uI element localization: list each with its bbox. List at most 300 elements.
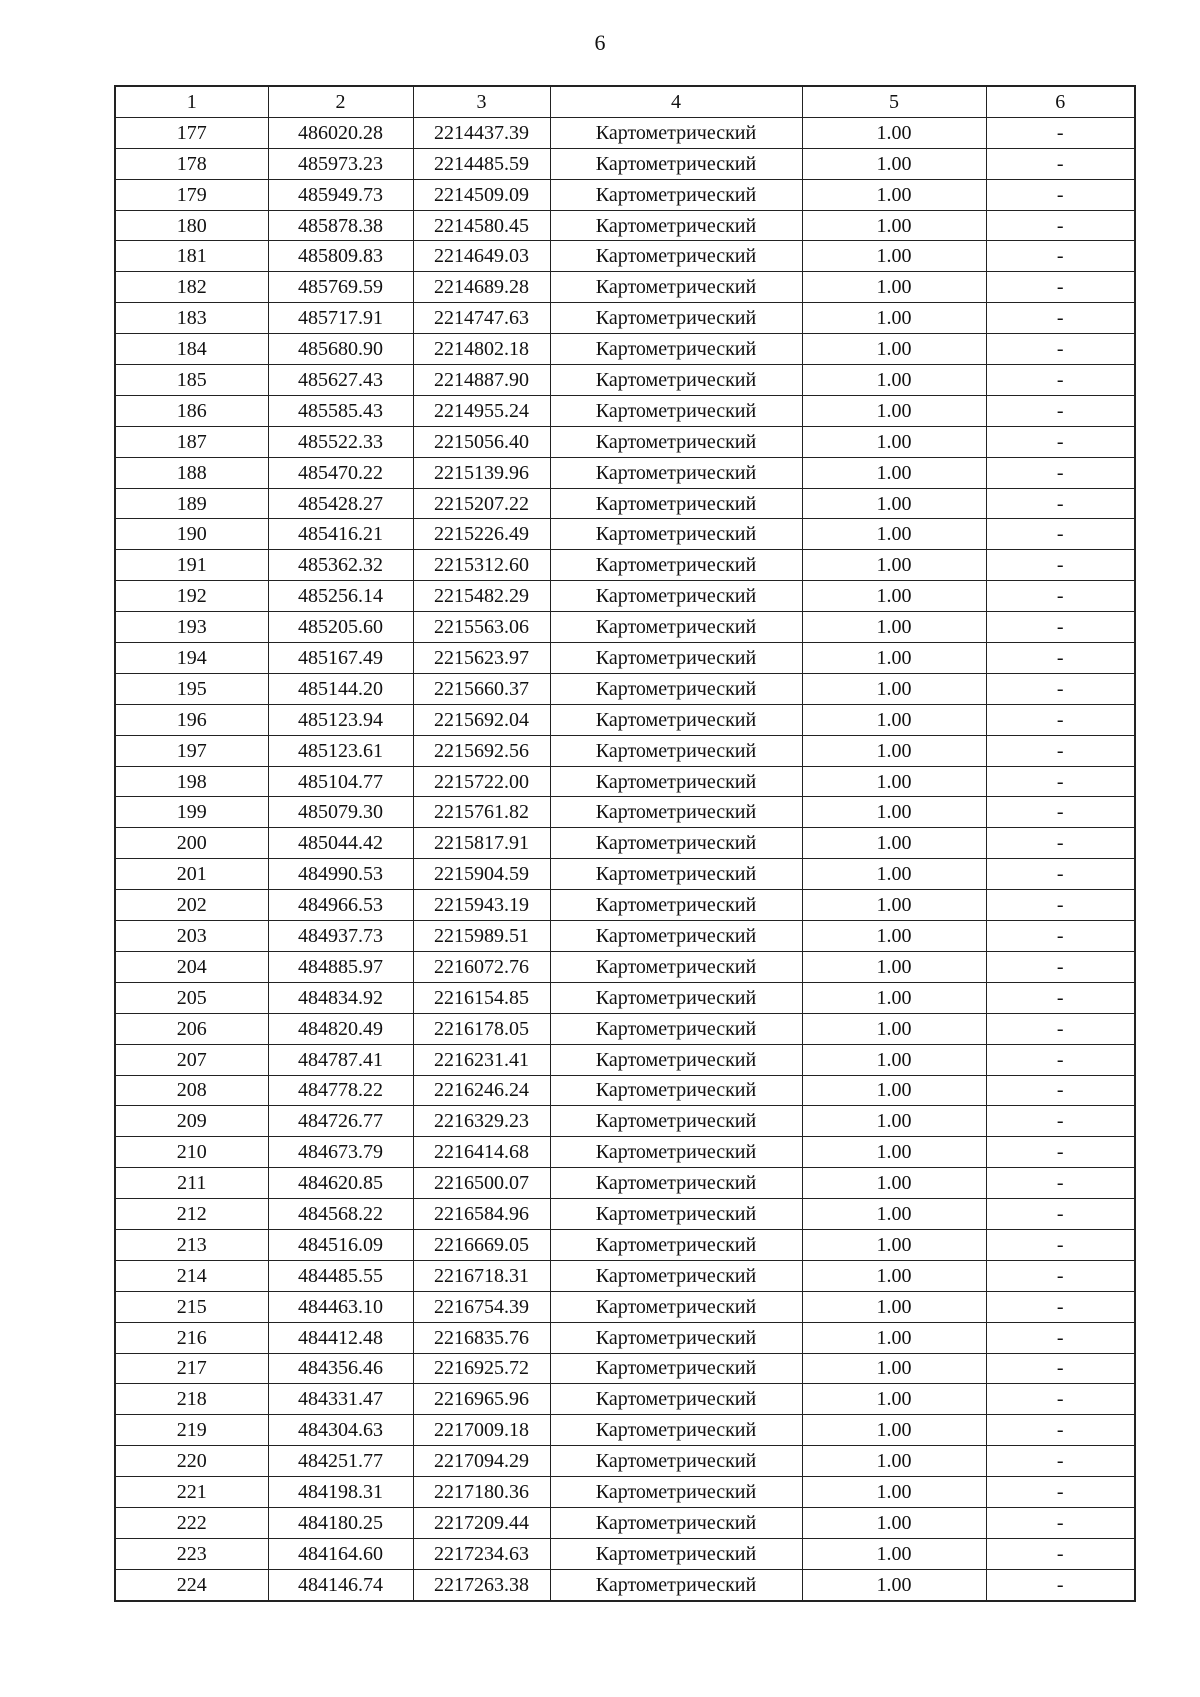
x-coordinate-cell: 484990.53 xyxy=(268,859,413,890)
x-coordinate-cell: 486020.28 xyxy=(268,117,413,148)
note-cell: - xyxy=(986,704,1135,735)
method-cell: Картометрический xyxy=(550,1106,802,1137)
y-coordinate-cell: 2215692.04 xyxy=(413,704,550,735)
method-cell: Картометрический xyxy=(550,1353,802,1384)
table-row xyxy=(115,179,1135,210)
point-number-cell: 220 xyxy=(115,1446,268,1477)
table-row xyxy=(115,1353,1135,1384)
accuracy-cell: 1.00 xyxy=(802,426,986,457)
y-coordinate-cell: 2215989.51 xyxy=(413,921,550,952)
note-cell: - xyxy=(986,1044,1135,1075)
point-number-cell: 210 xyxy=(115,1137,268,1168)
x-coordinate-cell: 485809.83 xyxy=(268,241,413,272)
x-coordinate-cell: 485416.21 xyxy=(268,519,413,550)
table-row xyxy=(115,1384,1135,1415)
note-cell: - xyxy=(986,921,1135,952)
table-row xyxy=(115,1229,1135,1260)
y-coordinate-cell: 2215312.60 xyxy=(413,550,550,581)
y-coordinate-cell: 2215482.29 xyxy=(413,581,550,612)
method-cell: Картометрический xyxy=(550,1415,802,1446)
note-cell: - xyxy=(986,457,1135,488)
note-cell: - xyxy=(986,1013,1135,1044)
y-coordinate-cell: 2215623.97 xyxy=(413,643,550,674)
y-coordinate-cell: 2215722.00 xyxy=(413,766,550,797)
table-row xyxy=(115,1322,1135,1353)
x-coordinate-cell: 485769.59 xyxy=(268,272,413,303)
y-coordinate-cell: 2215904.59 xyxy=(413,859,550,890)
x-coordinate-cell: 484937.73 xyxy=(268,921,413,952)
note-cell: - xyxy=(986,272,1135,303)
table-row xyxy=(115,1291,1135,1322)
x-coordinate-cell: 484885.97 xyxy=(268,951,413,982)
note-cell: - xyxy=(986,519,1135,550)
y-coordinate-cell: 2214802.18 xyxy=(413,334,550,365)
accuracy-cell: 1.00 xyxy=(802,1384,986,1415)
y-coordinate-cell: 2215226.49 xyxy=(413,519,550,550)
y-coordinate-cell: 2214887.90 xyxy=(413,365,550,396)
point-number-cell: 180 xyxy=(115,210,268,241)
note-cell: - xyxy=(986,1477,1135,1508)
x-coordinate-cell: 484251.77 xyxy=(268,1446,413,1477)
y-coordinate-cell: 2215692.56 xyxy=(413,735,550,766)
x-coordinate-cell: 485256.14 xyxy=(268,581,413,612)
accuracy-cell: 1.00 xyxy=(802,1044,986,1075)
y-coordinate-cell: 2216154.85 xyxy=(413,982,550,1013)
table-row xyxy=(115,704,1135,735)
note-cell: - xyxy=(986,797,1135,828)
y-coordinate-cell: 2217009.18 xyxy=(413,1415,550,1446)
point-number-cell: 195 xyxy=(115,673,268,704)
point-number-cell: 199 xyxy=(115,797,268,828)
method-cell: Картометрический xyxy=(550,1384,802,1415)
point-number-cell: 183 xyxy=(115,303,268,334)
column-header-2: 2 xyxy=(268,86,413,117)
table-row xyxy=(115,519,1135,550)
y-coordinate-cell: 2216178.05 xyxy=(413,1013,550,1044)
table-row xyxy=(115,334,1135,365)
note-cell: - xyxy=(986,1260,1135,1291)
note-cell: - xyxy=(986,179,1135,210)
method-cell: Картометрический xyxy=(550,1507,802,1538)
x-coordinate-cell: 485949.73 xyxy=(268,179,413,210)
table-row xyxy=(115,117,1135,148)
point-number-cell: 178 xyxy=(115,148,268,179)
table-row xyxy=(115,859,1135,890)
x-coordinate-cell: 485585.43 xyxy=(268,395,413,426)
y-coordinate-cell: 2216246.24 xyxy=(413,1075,550,1106)
accuracy-cell: 1.00 xyxy=(802,828,986,859)
method-cell: Картометрический xyxy=(550,1013,802,1044)
x-coordinate-cell: 485973.23 xyxy=(268,148,413,179)
point-number-cell: 200 xyxy=(115,828,268,859)
x-coordinate-cell: 485680.90 xyxy=(268,334,413,365)
column-header-4: 4 xyxy=(550,86,802,117)
method-cell: Картометрический xyxy=(550,581,802,612)
point-number-cell: 218 xyxy=(115,1384,268,1415)
note-cell: - xyxy=(986,426,1135,457)
note-cell: - xyxy=(986,951,1135,982)
y-coordinate-cell: 2216584.96 xyxy=(413,1199,550,1230)
note-cell: - xyxy=(986,210,1135,241)
accuracy-cell: 1.00 xyxy=(802,766,986,797)
point-number-cell: 201 xyxy=(115,859,268,890)
y-coordinate-cell: 2214747.63 xyxy=(413,303,550,334)
accuracy-cell: 1.00 xyxy=(802,612,986,643)
y-coordinate-cell: 2215660.37 xyxy=(413,673,550,704)
accuracy-cell: 1.00 xyxy=(802,272,986,303)
accuracy-cell: 1.00 xyxy=(802,117,986,148)
x-coordinate-cell: 484412.48 xyxy=(268,1322,413,1353)
table-row xyxy=(115,643,1135,674)
point-number-cell: 184 xyxy=(115,334,268,365)
point-number-cell: 212 xyxy=(115,1199,268,1230)
note-cell: - xyxy=(986,1137,1135,1168)
x-coordinate-cell: 484463.10 xyxy=(268,1291,413,1322)
method-cell: Картометрический xyxy=(550,117,802,148)
point-number-cell: 203 xyxy=(115,921,268,952)
y-coordinate-cell: 2216925.72 xyxy=(413,1353,550,1384)
note-cell: - xyxy=(986,1569,1135,1600)
method-cell: Картометрический xyxy=(550,643,802,674)
table-body xyxy=(115,117,1135,1600)
accuracy-cell: 1.00 xyxy=(802,673,986,704)
method-cell: Картометрический xyxy=(550,303,802,334)
note-cell: - xyxy=(986,1106,1135,1137)
accuracy-cell: 1.00 xyxy=(802,1507,986,1538)
accuracy-cell: 1.00 xyxy=(802,148,986,179)
table-row xyxy=(115,766,1135,797)
point-number-cell: 182 xyxy=(115,272,268,303)
accuracy-cell: 1.00 xyxy=(802,1075,986,1106)
x-coordinate-cell: 484620.85 xyxy=(268,1168,413,1199)
method-cell: Картометрический xyxy=(550,365,802,396)
method-cell: Картометрический xyxy=(550,1446,802,1477)
y-coordinate-cell: 2214955.24 xyxy=(413,395,550,426)
point-number-cell: 192 xyxy=(115,581,268,612)
note-cell: - xyxy=(986,1075,1135,1106)
table-row xyxy=(115,1477,1135,1508)
method-cell: Картометрический xyxy=(550,457,802,488)
accuracy-cell: 1.00 xyxy=(802,704,986,735)
x-coordinate-cell: 485627.43 xyxy=(268,365,413,396)
note-cell: - xyxy=(986,1291,1135,1322)
point-number-cell: 223 xyxy=(115,1538,268,1569)
method-cell: Картометрический xyxy=(550,395,802,426)
table-row xyxy=(115,1137,1135,1168)
y-coordinate-cell: 2216965.96 xyxy=(413,1384,550,1415)
accuracy-cell: 1.00 xyxy=(802,395,986,426)
table-row xyxy=(115,612,1135,643)
table-row xyxy=(115,1260,1135,1291)
accuracy-cell: 1.00 xyxy=(802,1229,986,1260)
note-cell: - xyxy=(986,117,1135,148)
note-cell: - xyxy=(986,1199,1135,1230)
note-cell: - xyxy=(986,766,1135,797)
accuracy-cell: 1.00 xyxy=(802,1353,986,1384)
accuracy-cell: 1.00 xyxy=(802,1322,986,1353)
accuracy-cell: 1.00 xyxy=(802,303,986,334)
note-cell: - xyxy=(986,643,1135,674)
point-number-cell: 221 xyxy=(115,1477,268,1508)
y-coordinate-cell: 2214509.09 xyxy=(413,179,550,210)
y-coordinate-cell: 2216754.39 xyxy=(413,1291,550,1322)
method-cell: Картометрический xyxy=(550,488,802,519)
table-header xyxy=(115,86,1135,117)
method-cell: Картометрический xyxy=(550,612,802,643)
x-coordinate-cell: 485717.91 xyxy=(268,303,413,334)
method-cell: Картометрический xyxy=(550,334,802,365)
accuracy-cell: 1.00 xyxy=(802,241,986,272)
x-coordinate-cell: 484834.92 xyxy=(268,982,413,1013)
table-row xyxy=(115,1106,1135,1137)
accuracy-cell: 1.00 xyxy=(802,457,986,488)
point-number-cell: 193 xyxy=(115,612,268,643)
table-row xyxy=(115,457,1135,488)
accuracy-cell: 1.00 xyxy=(802,859,986,890)
y-coordinate-cell: 2216414.68 xyxy=(413,1137,550,1168)
y-coordinate-cell: 2216718.31 xyxy=(413,1260,550,1291)
y-coordinate-cell: 2217094.29 xyxy=(413,1446,550,1477)
method-cell: Картометрический xyxy=(550,704,802,735)
note-cell: - xyxy=(986,241,1135,272)
y-coordinate-cell: 2215207.22 xyxy=(413,488,550,519)
method-cell: Картометрический xyxy=(550,179,802,210)
method-cell: Картометрический xyxy=(550,210,802,241)
x-coordinate-cell: 485123.61 xyxy=(268,735,413,766)
accuracy-cell: 1.00 xyxy=(802,643,986,674)
table-row xyxy=(115,1538,1135,1569)
method-cell: Картометрический xyxy=(550,272,802,303)
method-cell: Картометрический xyxy=(550,673,802,704)
x-coordinate-cell: 485205.60 xyxy=(268,612,413,643)
y-coordinate-cell: 2214689.28 xyxy=(413,272,550,303)
accuracy-cell: 1.00 xyxy=(802,1291,986,1322)
x-coordinate-cell: 484198.31 xyxy=(268,1477,413,1508)
accuracy-cell: 1.00 xyxy=(802,210,986,241)
note-cell: - xyxy=(986,1353,1135,1384)
table-row xyxy=(115,828,1135,859)
note-cell: - xyxy=(986,828,1135,859)
x-coordinate-cell: 484164.60 xyxy=(268,1538,413,1569)
x-coordinate-cell: 485079.30 xyxy=(268,797,413,828)
point-number-cell: 179 xyxy=(115,179,268,210)
method-cell: Картометрический xyxy=(550,1229,802,1260)
accuracy-cell: 1.00 xyxy=(802,1446,986,1477)
point-number-cell: 209 xyxy=(115,1106,268,1137)
x-coordinate-cell: 485470.22 xyxy=(268,457,413,488)
method-cell: Картометрический xyxy=(550,735,802,766)
note-cell: - xyxy=(986,365,1135,396)
accuracy-cell: 1.00 xyxy=(802,1013,986,1044)
note-cell: - xyxy=(986,1507,1135,1538)
note-cell: - xyxy=(986,612,1135,643)
accuracy-cell: 1.00 xyxy=(802,1106,986,1137)
column-header-5: 5 xyxy=(802,86,986,117)
point-number-cell: 177 xyxy=(115,117,268,148)
y-coordinate-cell: 2216231.41 xyxy=(413,1044,550,1075)
accuracy-cell: 1.00 xyxy=(802,1199,986,1230)
method-cell: Картометрический xyxy=(550,982,802,1013)
column-header-3: 3 xyxy=(413,86,550,117)
method-cell: Картометрический xyxy=(550,1291,802,1322)
note-cell: - xyxy=(986,1384,1135,1415)
point-number-cell: 196 xyxy=(115,704,268,735)
point-number-cell: 207 xyxy=(115,1044,268,1075)
point-number-cell: 194 xyxy=(115,643,268,674)
point-number-cell: 206 xyxy=(115,1013,268,1044)
point-number-cell: 222 xyxy=(115,1507,268,1538)
x-coordinate-cell: 484331.47 xyxy=(268,1384,413,1415)
method-cell: Картометрический xyxy=(550,1477,802,1508)
y-coordinate-cell: 2216500.07 xyxy=(413,1168,550,1199)
method-cell: Картометрический xyxy=(550,1137,802,1168)
y-coordinate-cell: 2216835.76 xyxy=(413,1322,550,1353)
y-coordinate-cell: 2214580.45 xyxy=(413,210,550,241)
column-header-6: 6 xyxy=(986,86,1135,117)
point-number-cell: 205 xyxy=(115,982,268,1013)
point-number-cell: 197 xyxy=(115,735,268,766)
method-cell: Картометрический xyxy=(550,766,802,797)
note-cell: - xyxy=(986,581,1135,612)
method-cell: Картометрический xyxy=(550,890,802,921)
x-coordinate-cell: 484180.25 xyxy=(268,1507,413,1538)
accuracy-cell: 1.00 xyxy=(802,581,986,612)
point-number-cell: 217 xyxy=(115,1353,268,1384)
accuracy-cell: 1.00 xyxy=(802,550,986,581)
note-cell: - xyxy=(986,1415,1135,1446)
table-row xyxy=(115,921,1135,952)
point-number-cell: 189 xyxy=(115,488,268,519)
page-number: 6 xyxy=(594,30,606,55)
note-cell: - xyxy=(986,982,1135,1013)
method-cell: Картометрический xyxy=(550,859,802,890)
x-coordinate-cell: 484778.22 xyxy=(268,1075,413,1106)
x-coordinate-cell: 484516.09 xyxy=(268,1229,413,1260)
coordinates-table xyxy=(114,85,1136,1602)
note-cell: - xyxy=(986,1446,1135,1477)
table-row xyxy=(115,1199,1135,1230)
table-row xyxy=(115,272,1135,303)
y-coordinate-cell: 2215563.06 xyxy=(413,612,550,643)
accuracy-cell: 1.00 xyxy=(802,735,986,766)
table-row xyxy=(115,365,1135,396)
accuracy-cell: 1.00 xyxy=(802,1415,986,1446)
table-row xyxy=(115,982,1135,1013)
note-cell: - xyxy=(986,1322,1135,1353)
table-row xyxy=(115,1569,1135,1600)
y-coordinate-cell: 2217263.38 xyxy=(413,1569,550,1600)
accuracy-cell: 1.00 xyxy=(802,1477,986,1508)
accuracy-cell: 1.00 xyxy=(802,921,986,952)
point-number-cell: 181 xyxy=(115,241,268,272)
point-number-cell: 191 xyxy=(115,550,268,581)
table-row xyxy=(115,488,1135,519)
y-coordinate-cell: 2215943.19 xyxy=(413,890,550,921)
y-coordinate-cell: 2217234.63 xyxy=(413,1538,550,1569)
point-number-cell: 187 xyxy=(115,426,268,457)
y-coordinate-cell: 2216669.05 xyxy=(413,1229,550,1260)
table-row xyxy=(115,1415,1135,1446)
accuracy-cell: 1.00 xyxy=(802,951,986,982)
point-number-cell: 198 xyxy=(115,766,268,797)
note-cell: - xyxy=(986,735,1135,766)
method-cell: Картометрический xyxy=(550,1199,802,1230)
accuracy-cell: 1.00 xyxy=(802,179,986,210)
table-row xyxy=(115,148,1135,179)
y-coordinate-cell: 2216072.76 xyxy=(413,951,550,982)
y-coordinate-cell: 2216329.23 xyxy=(413,1106,550,1137)
method-cell: Картометрический xyxy=(550,1538,802,1569)
y-coordinate-cell: 2215056.40 xyxy=(413,426,550,457)
point-number-cell: 186 xyxy=(115,395,268,426)
method-cell: Картометрический xyxy=(550,148,802,179)
x-coordinate-cell: 484146.74 xyxy=(268,1569,413,1600)
table-row xyxy=(115,581,1135,612)
accuracy-cell: 1.00 xyxy=(802,797,986,828)
point-number-cell: 202 xyxy=(115,890,268,921)
accuracy-cell: 1.00 xyxy=(802,890,986,921)
x-coordinate-cell: 484673.79 xyxy=(268,1137,413,1168)
point-number-cell: 185 xyxy=(115,365,268,396)
table-row xyxy=(115,951,1135,982)
y-coordinate-cell: 2215817.91 xyxy=(413,828,550,859)
method-cell: Картометрический xyxy=(550,426,802,457)
point-number-cell: 204 xyxy=(115,951,268,982)
method-cell: Картометрический xyxy=(550,797,802,828)
accuracy-cell: 1.00 xyxy=(802,519,986,550)
method-cell: Картометрический xyxy=(550,921,802,952)
x-coordinate-cell: 484485.55 xyxy=(268,1260,413,1291)
x-coordinate-cell: 485144.20 xyxy=(268,673,413,704)
table-row xyxy=(115,735,1135,766)
header-row xyxy=(115,86,1135,117)
y-coordinate-cell: 2215139.96 xyxy=(413,457,550,488)
note-cell: - xyxy=(986,148,1135,179)
table-row xyxy=(115,241,1135,272)
method-cell: Картометрический xyxy=(550,519,802,550)
note-cell: - xyxy=(986,890,1135,921)
x-coordinate-cell: 484726.77 xyxy=(268,1106,413,1137)
method-cell: Картометрический xyxy=(550,1044,802,1075)
y-coordinate-cell: 2217209.44 xyxy=(413,1507,550,1538)
table-row xyxy=(115,210,1135,241)
note-cell: - xyxy=(986,1168,1135,1199)
x-coordinate-cell: 485167.49 xyxy=(268,643,413,674)
method-cell: Картометрический xyxy=(550,241,802,272)
x-coordinate-cell: 484787.41 xyxy=(268,1044,413,1075)
method-cell: Картометрический xyxy=(550,1322,802,1353)
accuracy-cell: 1.00 xyxy=(802,982,986,1013)
x-coordinate-cell: 485362.32 xyxy=(268,550,413,581)
accuracy-cell: 1.00 xyxy=(802,334,986,365)
accuracy-cell: 1.00 xyxy=(802,1168,986,1199)
accuracy-cell: 1.00 xyxy=(802,1137,986,1168)
y-coordinate-cell: 2215761.82 xyxy=(413,797,550,828)
x-coordinate-cell: 485522.33 xyxy=(268,426,413,457)
x-coordinate-cell: 484820.49 xyxy=(268,1013,413,1044)
point-number-cell: 208 xyxy=(115,1075,268,1106)
table-row xyxy=(115,1044,1135,1075)
y-coordinate-cell: 2214437.39 xyxy=(413,117,550,148)
y-coordinate-cell: 2214485.59 xyxy=(413,148,550,179)
note-cell: - xyxy=(986,488,1135,519)
column-header-1: 1 xyxy=(115,86,268,117)
note-cell: - xyxy=(986,1538,1135,1569)
y-coordinate-cell: 2214649.03 xyxy=(413,241,550,272)
x-coordinate-cell: 485123.94 xyxy=(268,704,413,735)
note-cell: - xyxy=(986,859,1135,890)
note-cell: - xyxy=(986,550,1135,581)
